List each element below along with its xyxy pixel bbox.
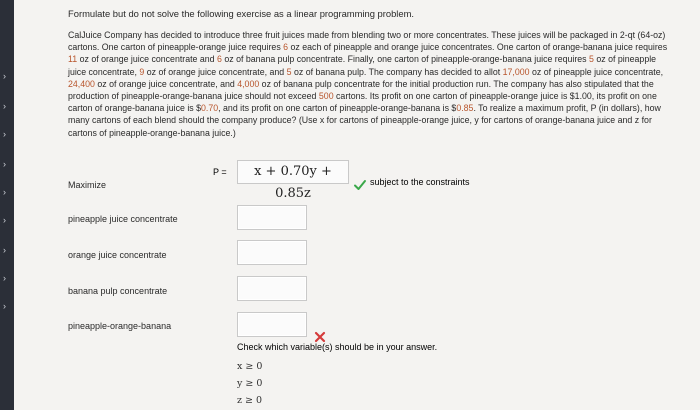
problem-text: oz of pineapple juice concentrate, <box>529 66 664 77</box>
problem-text: CalJuice Company has decided to introduce three fruit juices made from blending two or more concentrates. These juices will be packaged in 2-qt (64-oz) cartons. One carton of pineapple-orange juice requires <box>68 30 666 53</box>
problem-number: 4,000 <box>237 78 260 89</box>
problem-text: oz of pineapple juice concentrate, <box>68 54 657 77</box>
problem-number: 17,000 <box>502 66 530 77</box>
constraint-input-pineapple[interactable] <box>237 205 307 230</box>
question-content <box>68 8 668 139</box>
nonneg-z: z ≥ 0 <box>237 395 263 406</box>
problem-number: 6 <box>217 54 222 65</box>
constraint-input-orange[interactable] <box>237 240 307 265</box>
problem-number: 0.70 <box>201 103 219 114</box>
problem-text: oz of orange juice concentrate, and <box>144 66 287 77</box>
question-intro: Formulate but do not solve the following exercise as a linear programming problem. <box>68 8 415 19</box>
sidebar-strip <box>0 0 14 410</box>
maximize-label: Maximize <box>68 180 107 190</box>
nonneg-y: y ≥ 0 <box>237 378 263 389</box>
sidebar-tab-icon[interactable]: › <box>3 187 6 197</box>
constraint-label-pineapple: pineapple juice concentrate <box>68 214 178 224</box>
sidebar-tab-icon[interactable]: › <box>3 215 6 225</box>
problem-text: . To realize a maximum profit, P (in dollars), how many cartons of each blend should the company produce? (Use x for cartons of pineapple-orange juice, y for cartons of orange-banana juice and z for cartons of pineapple-orange-banana juice.) <box>68 103 661 138</box>
constraint-label-orange: orange juice concentrate <box>68 250 167 260</box>
problem-text: oz of banana pulp. The company has decided to allot <box>291 66 503 77</box>
nonneg-x: x ≥ 0 <box>237 361 263 372</box>
constraint-label-pob: pineapple-orange-banana <box>68 321 172 331</box>
problem-statement <box>68 29 668 139</box>
problem-number: 5 <box>286 66 292 77</box>
constraint-input-pob[interactable] <box>237 312 307 337</box>
problem-text: oz of orange juice concentrate and <box>77 54 218 65</box>
problem-text: cartons. Its profit on one carton of pineapple-orange juice is $1.00, its profit on one carton of orange-banana juice is $ <box>68 91 657 114</box>
problem-number: 6 <box>283 42 289 53</box>
question-panel <box>14 0 700 410</box>
p-label: P = <box>213 167 227 177</box>
sidebar-tab-icon[interactable]: › <box>3 273 6 283</box>
problem-number: 11 <box>68 54 78 65</box>
problem-number: 24,400 <box>68 78 95 89</box>
feedback-message: Check which variable(s) should be in your answer. <box>237 342 438 352</box>
sidebar-tab-icon[interactable]: › <box>3 129 6 139</box>
sidebar-tab-icon[interactable]: › <box>3 159 6 169</box>
objective-input[interactable]: x + 0.70y + 0.85z <box>237 160 349 184</box>
correct-check-icon <box>353 178 367 192</box>
problem-number: 500 <box>318 91 334 102</box>
problem-text: oz each of pineapple and orange juice concentrates. One carton of orange-banana juice requires <box>288 42 668 53</box>
constraint-label-banana: banana pulp concentrate <box>68 286 168 296</box>
sidebar-tab-icon[interactable]: › <box>3 245 6 255</box>
problem-number: 9 <box>139 66 145 77</box>
problem-number: 0.85 <box>456 103 474 114</box>
problem-number: 5 <box>589 54 594 65</box>
sidebar-tab-icon[interactable]: › <box>3 301 6 311</box>
problem-text: oz of banana pulp concentrate. Finally, one carton of pineapple-orange-banana juice requires <box>221 54 590 65</box>
subject-to-label: subject to the constraints <box>370 177 470 187</box>
problem-text: , and its profit on one carton of pineapple-orange-banana is $ <box>218 103 457 114</box>
sidebar-tab-icon[interactable]: › <box>3 101 6 111</box>
problem-text: oz of orange juice concentrate, and <box>94 78 238 89</box>
problem-text: oz of banana pulp concentrate for the initial production run. The company has also stipulated that the production of pineapple-orange-banana juice should not exceed <box>68 78 654 102</box>
constraint-input-banana[interactable] <box>237 276 307 301</box>
sidebar-tab-icon[interactable]: › <box>3 71 6 81</box>
